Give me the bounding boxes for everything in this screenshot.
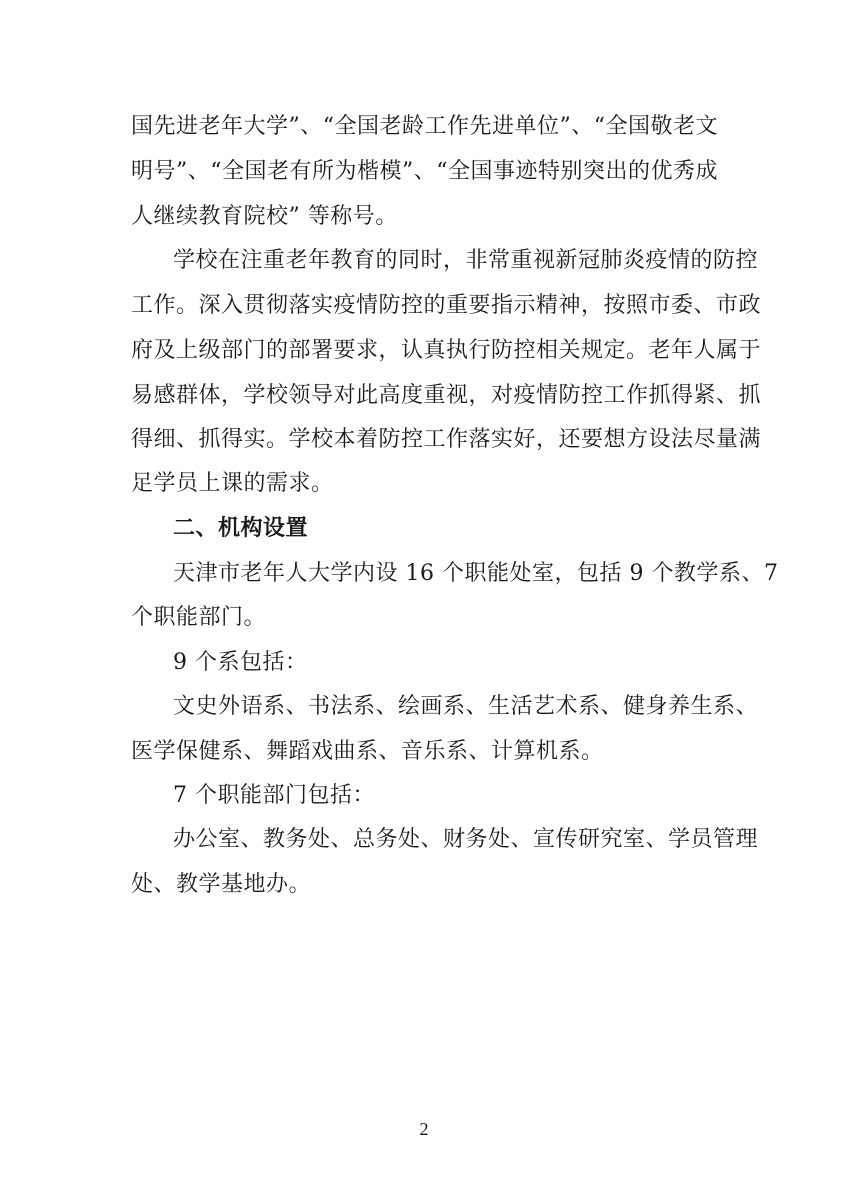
paragraph-line: 人继续教育院校” 等称号。 bbox=[131, 204, 398, 229]
paragraph-line: 明号”、“全国老有所为楷模”、“全国事迹特别突出的优秀成 bbox=[131, 159, 718, 184]
paragraph-line: 医学保健系、舞蹈戏曲系、音乐系、计算机系。 bbox=[131, 739, 604, 764]
paragraph-line: 府及上级部门的部署要求，认真执行防控相关规定。老年人属于 bbox=[131, 338, 762, 363]
paragraph-line: 文史外语系、书法系、绘画系、生活艺术系、健身养生系、 bbox=[173, 694, 759, 719]
departments-label: 9 个系包括： bbox=[173, 650, 308, 675]
paragraph-line: 得细、抓得实。学校本着防控工作落实好，还要想方设法尽量满 bbox=[131, 427, 762, 452]
paragraph-line: 天津市老年人大学内设 16 个职能处室，包括 9 个教学系、7 bbox=[173, 561, 779, 586]
paragraph-line: 个职能部门。 bbox=[131, 605, 267, 630]
paragraph-line: 办公室、教务处、总务处、财务处、宣传研究室、学员管理 bbox=[173, 827, 759, 852]
paragraph-line: 工作。深入贯彻落实疫情防控的重要指示精神，按照市委、市政 bbox=[131, 293, 762, 318]
paragraph-line: 学校在注重老年教育的同时，非常重视新冠肺炎疫情的防控 bbox=[173, 248, 759, 273]
paragraph-line: 易感群体，学校领导对此高度重视，对疫情防控工作抓得紧、抓 bbox=[131, 383, 762, 408]
page-number: 2 bbox=[419, 1119, 429, 1139]
section-heading: 二、机构设置 bbox=[173, 516, 309, 541]
paragraph-line: 国先进老年大学”、“全国老龄工作先进单位”、“全国敬老文 bbox=[131, 114, 718, 139]
paragraph-line: 足学员上课的需求。 bbox=[131, 471, 334, 496]
offices-label: 7 个职能部门包括： bbox=[173, 783, 375, 808]
paragraph-line: 处、教学基地办。 bbox=[131, 872, 312, 897]
